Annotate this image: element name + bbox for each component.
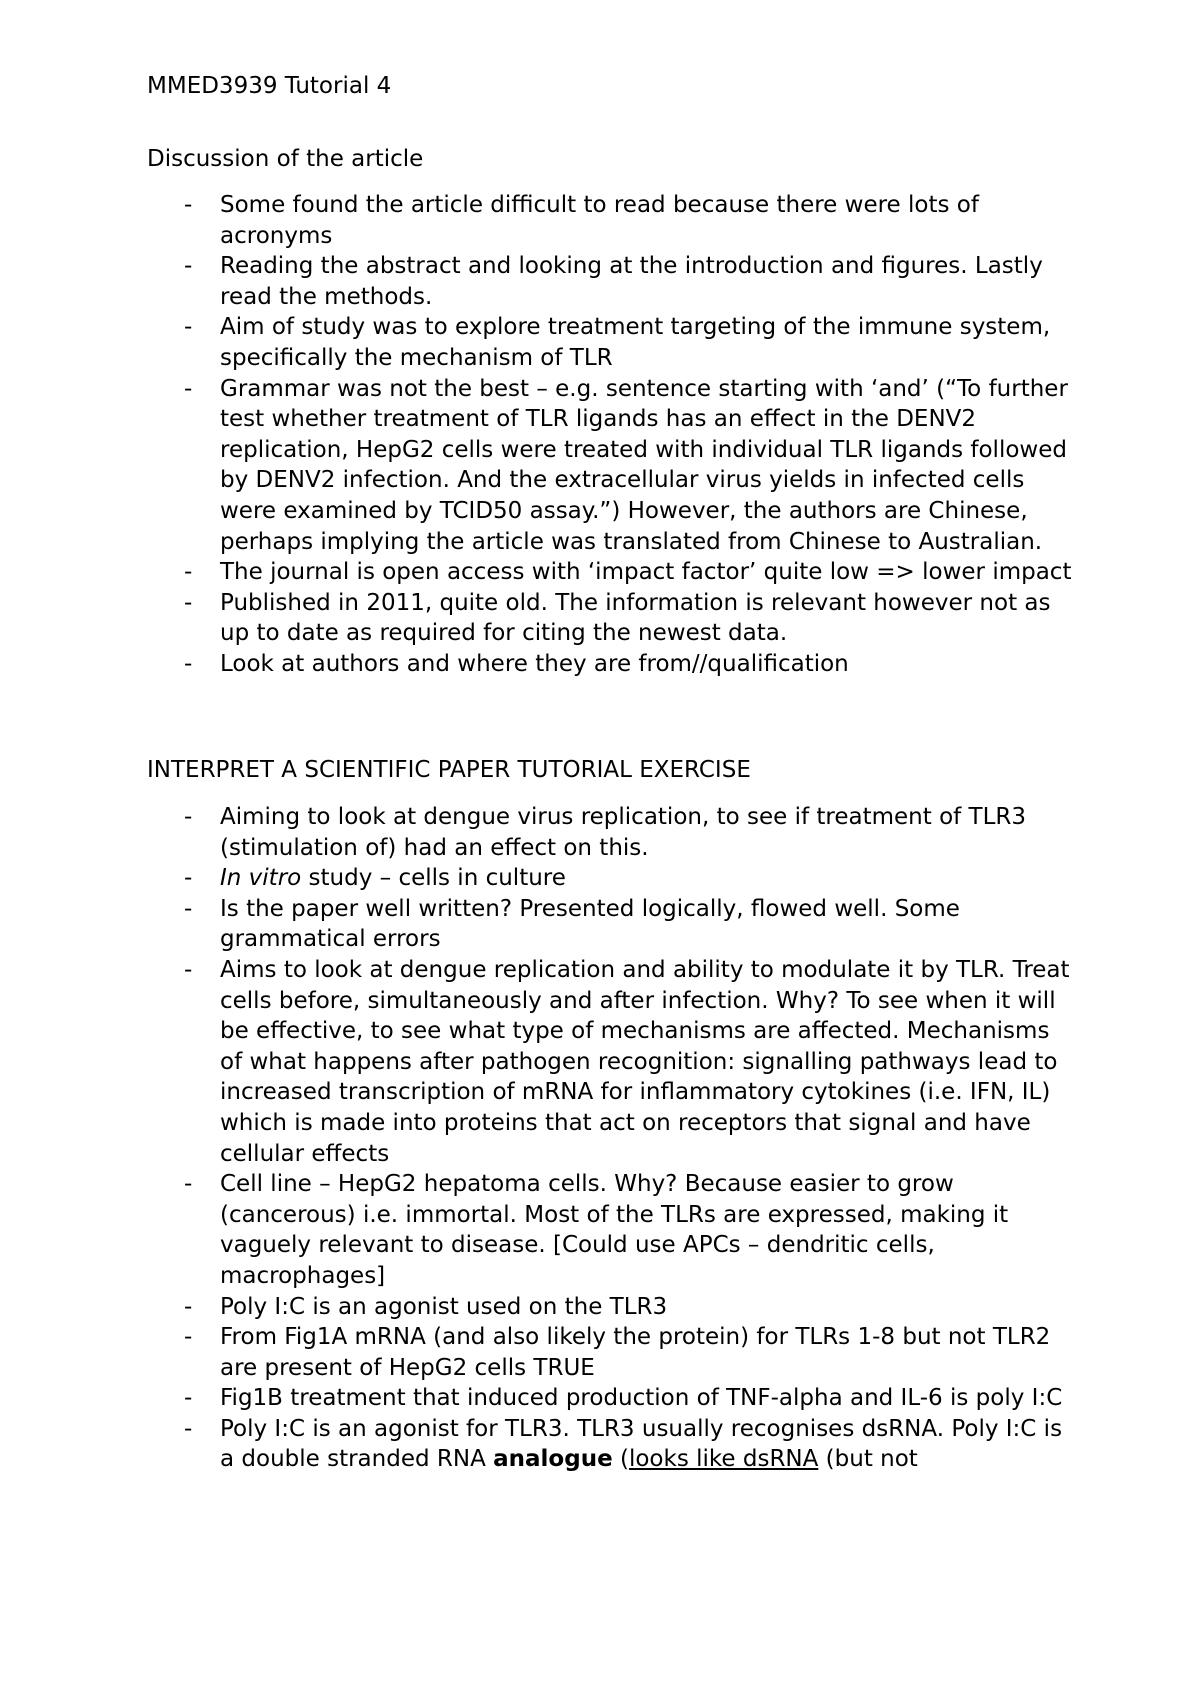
section-heading-exercise: INTERPRET A SCIENTIFIC PAPER TUTORIAL EXERCISE: [147, 757, 751, 783]
discussion-list: [147, 190, 1077, 680]
bullet-dash: -: [184, 253, 193, 280]
list-item: [147, 251, 1077, 312]
bullet-dash: -: [184, 375, 193, 402]
list-item: [147, 1169, 1077, 1291]
bullet-dash: -: [184, 865, 193, 892]
bullet-dash: -: [184, 804, 193, 830]
list-item-text: Aiming to look at dengue virus replication, to see if treatment of TLR3 (stimulation of) had an effect on this.: [220, 804, 1027, 861]
list-item: [147, 1322, 1077, 1383]
bullet-dash: -: [184, 192, 193, 218]
bullet-dash: -: [184, 895, 193, 922]
list-item-text: Look at authors and where they are from//qualification: [220, 650, 849, 677]
list-item-text: Cell line – HepG2 hepatoma cells. Why? Because easier to grow (cancerous) i.e. immortal. Most of the TLRs are expressed, making it vaguely relevant to disease. [Could use APCs – dendritic cells, macrophages]: [220, 1171, 1009, 1289]
bullet-dash: -: [184, 650, 193, 677]
list-item: [147, 190, 1077, 251]
list-item-text: Aim of study was to explore treatment targeting of the immune system, specifically the mechanism of TLR: [220, 314, 1051, 371]
list-item: [147, 894, 1077, 955]
list-item-text: Reading the abstract and looking at the introduction and figures. Lastly read the methods.: [220, 253, 1043, 310]
list-item: [147, 1292, 1077, 1323]
list-item-underlined-text: looks like dsRNA: [628, 1446, 819, 1473]
list-item-text: Grammar was not the best – e.g. sentence starting with ‘and’ (“To further test whether treatment of TLR ligands has an effect in the DENV2 replication, HepG2 cells were treated with individual TLR ligands followed by DENV2 infection. And the extracellular virus yields in infected cells were examined by TCID50 assay.”) However, the authors are Chinese, perhaps implying the article was translated from Chinese to Australian.: [220, 375, 1068, 555]
list-item: [147, 649, 1077, 680]
list-item-text: Poly I:C is an agonist used on the TLR3: [220, 1293, 668, 1320]
list-item-text: Some found the article difficult to read because there were lots of acronyms: [220, 192, 979, 249]
list-item: [147, 863, 1077, 894]
document-title: MMED3939 Tutorial 4: [147, 73, 392, 99]
bullet-dash: -: [184, 589, 193, 616]
list-item: [147, 557, 1077, 588]
list-item: [147, 374, 1077, 558]
list-item: [147, 1383, 1077, 1414]
list-item-text: study – cells in culture: [301, 865, 566, 892]
list-item-text: Published in 2011, quite old. The information is relevant however not as up to date as required for citing the newest data.: [220, 589, 1051, 647]
list-item-text: (but not: [818, 1446, 918, 1473]
bullet-dash: -: [184, 1293, 193, 1320]
list-item-text: Aims to look at dengue replication and ability to modulate it by TLR. Treat cells before, simultaneously and after infection. Why? To see when it will be effective, to see what type of mechanisms are affected. Mechanisms of what happens after pathogen recognition: signalling pathways lead to increased transcription of mRNA for inflammatory cytokines (i.e. IFN, IL) which is made into proteins that act on receptors that signal and have cellular effects: [220, 956, 1070, 1167]
list-item-bold-text: analogue: [493, 1446, 613, 1473]
list-item-text: Fig1B treatment that induced production of TNF-alpha and IL-6 is poly I:C: [220, 1385, 1063, 1412]
list-item: [147, 955, 1077, 1169]
list-item-italic-text: In vitro: [220, 865, 302, 892]
list-item: [147, 312, 1077, 373]
bullet-dash: -: [184, 314, 193, 341]
bullet-dash: -: [184, 1324, 193, 1351]
bullet-dash: -: [184, 559, 193, 586]
exercise-list: [147, 802, 1077, 1475]
bullet-dash: -: [184, 956, 193, 983]
list-item-text: The journal is open access with ‘impact factor’ quite low => lower impact: [220, 559, 1072, 586]
bullet-dash: -: [184, 1171, 193, 1198]
list-item: [147, 1414, 1077, 1475]
bullet-dash: -: [184, 1385, 193, 1412]
list-item-text: From Fig1A mRNA (and also likely the protein) for TLRs 1-8 but not TLR2 are present of HepG2 cells TRUE: [220, 1324, 1051, 1381]
list-item: [147, 802, 1077, 863]
list-item-text: Is the paper well written? Presented logically, flowed well. Some grammatical errors: [220, 895, 960, 953]
list-item: [147, 588, 1077, 649]
section-heading-discussion: Discussion of the article: [147, 146, 424, 172]
list-item-text: Poly I:C is an agonist for TLR3. TLR3 usually recognises dsRNA. Poly I:C is a double stranded RNA: [220, 1415, 1063, 1473]
bullet-dash: -: [184, 1415, 193, 1442]
list-item-text: (: [612, 1446, 629, 1473]
